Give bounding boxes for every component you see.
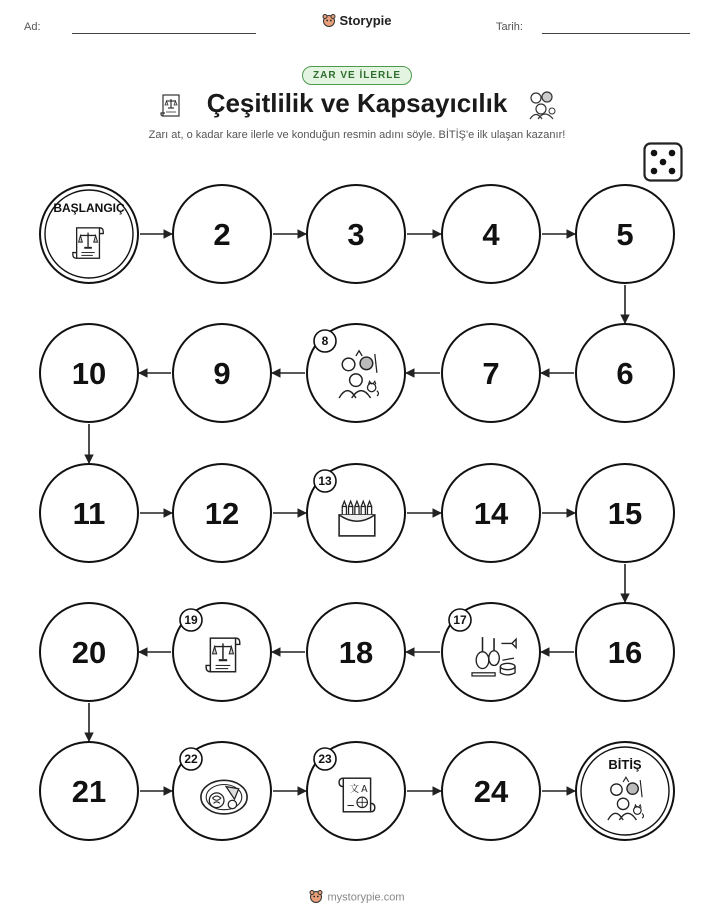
space-number: 24 xyxy=(473,774,509,809)
footer-url[interactable]: mystorypie.com xyxy=(327,891,405,904)
board-space-9[interactable] xyxy=(173,324,271,422)
space-number: 8 xyxy=(321,334,329,348)
instructions-text: Zarı at, o kadar kare ilerle ve konduğun resmin adını söyle. BİTİŞ'e ilk ulaşan kazanır! xyxy=(148,129,566,141)
activity-badge: ZAR VE İLERLE xyxy=(302,66,412,85)
name-label: Ad: xyxy=(24,21,41,33)
space-number: 17 xyxy=(453,613,467,627)
board-space-17[interactable] xyxy=(442,603,540,701)
space-number: 2 xyxy=(213,217,231,252)
board-space-11[interactable] xyxy=(40,464,138,562)
space-number: 5 xyxy=(616,217,634,252)
crayon-box-icon xyxy=(339,501,375,536)
space-number: 3 xyxy=(347,217,365,252)
start-space[interactable] xyxy=(40,185,138,283)
board-space-8[interactable] xyxy=(307,324,405,422)
board-space-3[interactable] xyxy=(307,185,405,283)
board-space-15[interactable] xyxy=(576,464,674,562)
board-space-24[interactable] xyxy=(442,742,540,840)
space-number: 18 xyxy=(338,635,374,670)
board-space-22[interactable] xyxy=(173,742,271,840)
space-number: 11 xyxy=(72,496,106,531)
footer xyxy=(0,889,714,906)
board-space-19[interactable] xyxy=(173,603,271,701)
page-title: Çeşitlilik ve Kapsayıcılık xyxy=(206,88,508,118)
finish-space[interactable] xyxy=(576,742,674,840)
finish-label: BİTİŞ xyxy=(608,757,642,772)
board-space-23[interactable] xyxy=(307,742,405,840)
food-plate-icon xyxy=(201,780,247,814)
space-number: 4 xyxy=(482,217,500,252)
start-label: BAŞLANGIÇ xyxy=(53,201,125,215)
board-space-7[interactable] xyxy=(442,324,540,422)
space-number: 12 xyxy=(204,496,240,531)
space-number: 19 xyxy=(184,613,198,627)
brand-name: Storypie xyxy=(339,13,392,28)
board-space-16[interactable] xyxy=(576,603,674,701)
board-space-18[interactable] xyxy=(307,603,405,701)
space-number: 22 xyxy=(184,752,198,766)
space-number: 13 xyxy=(318,474,332,488)
board-space-10[interactable] xyxy=(40,324,138,422)
scales-document-icon xyxy=(73,228,103,258)
space-number: 9 xyxy=(213,356,231,391)
board-space-20[interactable] xyxy=(40,603,138,701)
space-number: 14 xyxy=(473,496,509,531)
space-number: 20 xyxy=(71,635,107,670)
space-number: 6 xyxy=(616,356,634,391)
board-space-13[interactable] xyxy=(307,464,405,562)
space-number: 10 xyxy=(71,356,107,391)
board-space-2[interactable] xyxy=(173,185,271,283)
board-space-4[interactable] xyxy=(442,185,540,283)
space-number: 23 xyxy=(318,752,332,766)
space-number: 16 xyxy=(607,635,643,670)
space-number: 7 xyxy=(482,356,500,391)
space-number: 21 xyxy=(71,774,107,809)
scales-document-icon xyxy=(206,638,240,672)
board-space-21[interactable] xyxy=(40,742,138,840)
board-space-12[interactable] xyxy=(173,464,271,562)
space-number: 15 xyxy=(607,496,643,531)
mascot-icon xyxy=(309,889,323,906)
language-scroll-icon xyxy=(339,778,375,812)
board-space-6[interactable] xyxy=(576,324,674,422)
date-label: Tarih: xyxy=(496,21,523,33)
board-space-5[interactable] xyxy=(576,185,674,283)
board-space-14[interactable] xyxy=(442,464,540,562)
